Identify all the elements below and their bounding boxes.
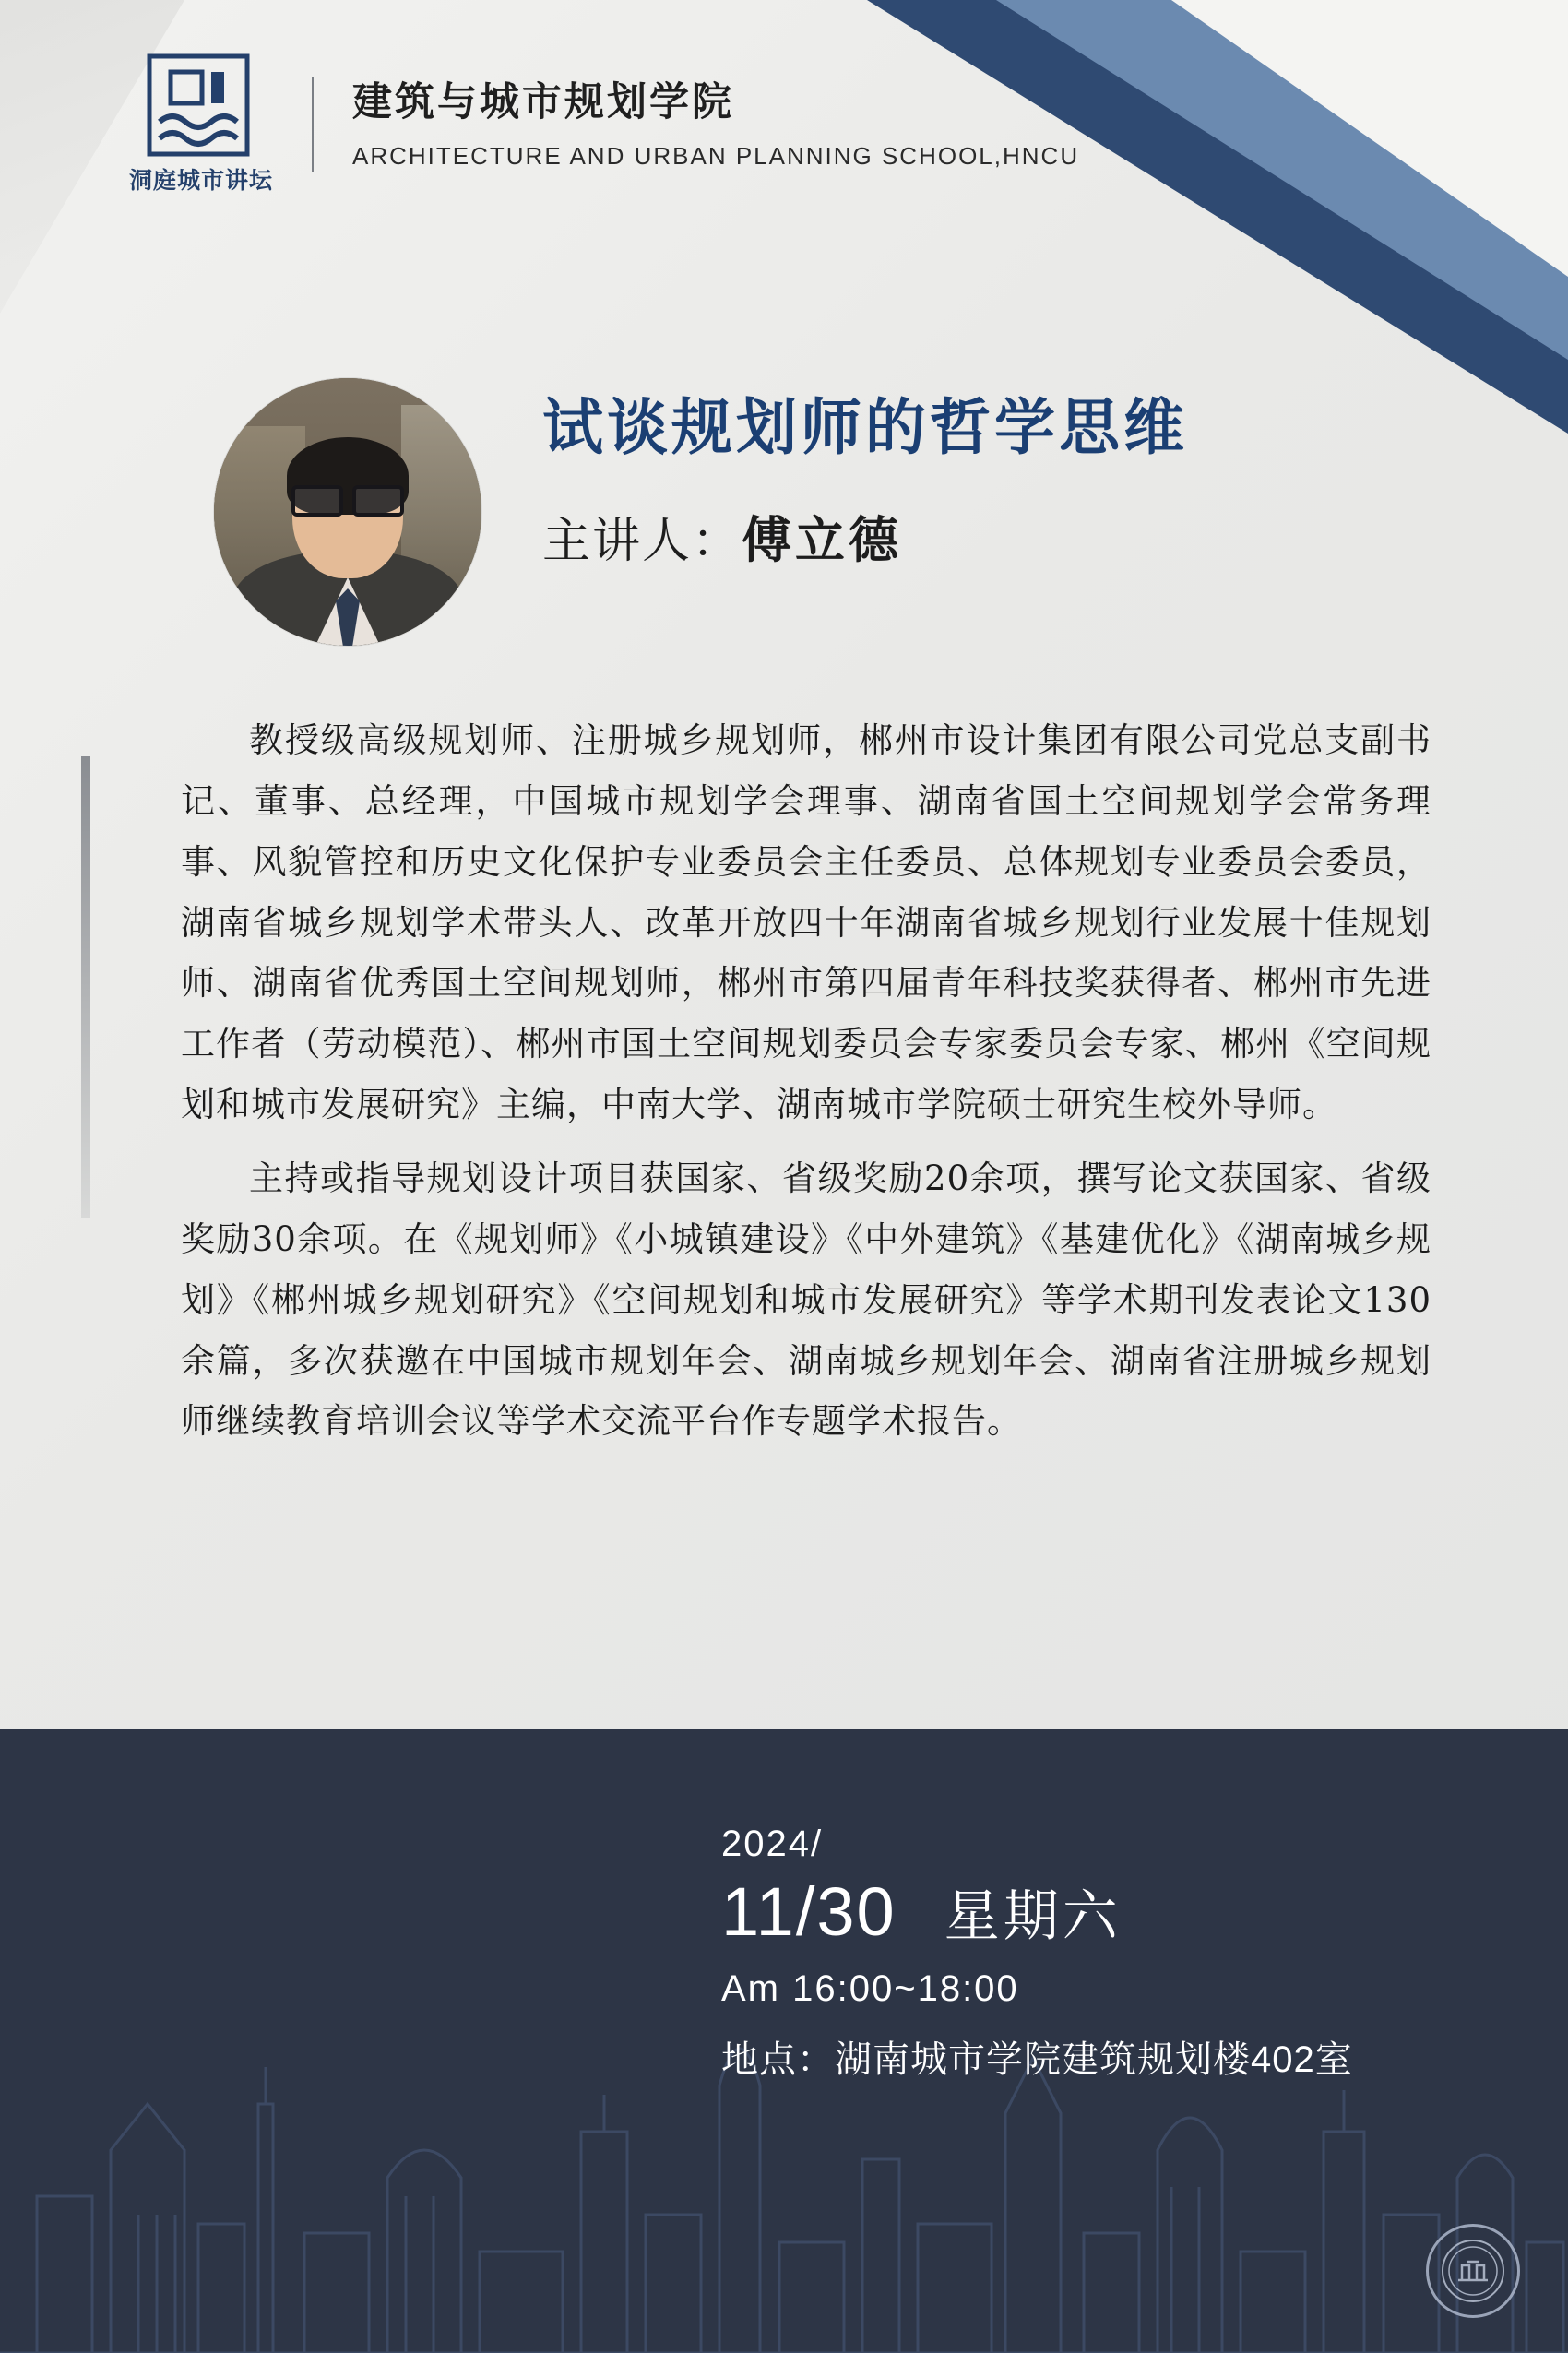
school-name-en: ARCHITECTURE AND URBAN PLANNING SCHOOL,HNCU bbox=[352, 142, 1080, 171]
event-time: Am 16:00~18:00 bbox=[721, 1968, 1019, 2009]
event-date: 11/30 bbox=[721, 1873, 897, 1950]
event-info-panel bbox=[0, 1729, 1568, 2353]
title-text-group bbox=[542, 378, 1188, 572]
bio-paragraph-1: 教授级高级规划师、注册城乡规划师，郴州市设计集团有限公司党总支副书记、董事、总经理，中国城市规划学会理事、湖南省国土空间规划学会常务理事、风貌管控和历史文化保护专业委员会主任委员、总体规划专业委员会委员，湖南省城乡规划学术带头人、改革开放四十年湖南省城乡规划行业发展十佳规划师、湖南省优秀国土空间规划师，郴州市第四届青年科技奖获得者、郴州市先进工作者（劳动模范）、郴州市国土空间规划委员会专家委员会专家、郴州《空间规划和城市发展研究》主编，中南大学、湖南城市学院硕士研究生校外导师。 bbox=[181, 720, 1431, 1125]
speaker-line bbox=[542, 501, 1188, 572]
dongting-forum-logo-icon bbox=[147, 53, 250, 157]
forum-logo-caption: 洞庭城市讲坛 bbox=[129, 168, 274, 194]
speaker-bio bbox=[181, 710, 1431, 1465]
speaker-name: 傅立德 bbox=[742, 512, 903, 568]
speaker-portrait bbox=[214, 378, 481, 646]
bio-paragraph-2: 主持或指导规划设计项目获国家、省级奖励20余项，撰写论文获国家、省级奖励30余项。在《规划师》《小城镇建设》《中外建筑》《基建优化》《湖南城乡规划》《郴州城乡规划研究》《空间规划和城市发展研究》等学术期刊发表论文130余篇，多次获邀在中国城市规划年会、湖南城乡规划年会、湖南省注册城乡规划师继续教育培训会议等学术交流平台作专题学术报告。 bbox=[181, 1159, 1431, 1442]
poster-header bbox=[129, 53, 1079, 196]
school-names bbox=[352, 78, 1079, 172]
event-year: 2024/ bbox=[721, 1824, 824, 1864]
event-details bbox=[721, 1824, 1353, 2083]
forum-logo bbox=[129, 53, 274, 196]
event-weekday: 星期六 bbox=[944, 1885, 1122, 1947]
lecture-title-block bbox=[214, 378, 1457, 646]
event-date-row bbox=[721, 1872, 1353, 1952]
speaker-label: 主讲人： bbox=[542, 514, 742, 568]
decor-left-vertical-bar bbox=[81, 756, 90, 1218]
event-place: 地点：湖南城市学院建筑规划楼402室 bbox=[721, 2039, 1353, 2080]
university-seal-icon bbox=[1426, 2224, 1520, 2318]
school-name-cn: 建筑与城市规划学院 bbox=[352, 79, 734, 125]
header-divider bbox=[312, 77, 314, 172]
lecture-title: 试谈规划师的哲学思维 bbox=[542, 392, 1188, 463]
